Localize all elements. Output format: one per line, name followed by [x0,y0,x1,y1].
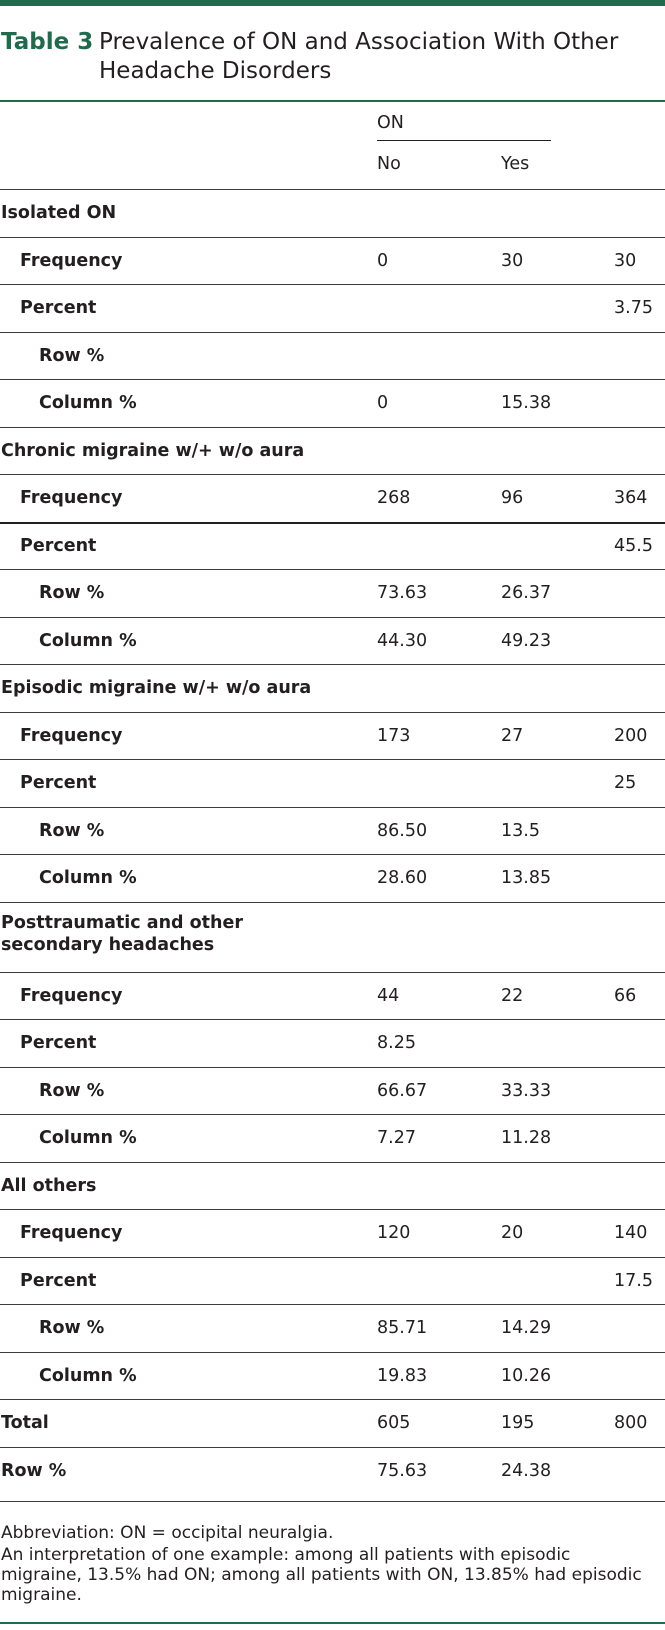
row-divider [0,1019,665,1020]
row-divider [0,569,665,570]
frequency-row-no: 120 [377,1223,411,1243]
percent-row-no: 8.25 [377,1033,416,1053]
column-pct-row-yes: 49.23 [501,631,552,651]
row-pct-row-label: Row % [39,346,105,366]
group-header [1,912,243,956]
row-pct-row-yes: 14.29 [501,1318,552,1338]
row-pct-row-yes: 33.33 [501,1081,552,1101]
percent-row-label: Percent [20,1033,97,1053]
table-title-line-1: Prevalence of ON and Association With Other [99,29,619,55]
frequency-row-no: 268 [377,488,411,508]
frequency-row-yes: 20 [501,1223,524,1243]
row-pct-row-label: Row % [39,821,105,841]
table-bottom-rule [0,1501,665,1502]
column-group-header: ON [377,113,404,133]
column-pct-row-no: 7.27 [377,1128,416,1148]
row-divider [0,1067,665,1068]
row-divider [0,332,665,333]
total-row-pct-yes: 24.38 [501,1461,552,1481]
column-pct-row-label: Column % [39,393,137,413]
column-pct-row-label: Column % [39,868,137,888]
row-divider [0,427,665,428]
frequency-row-total: 364 [614,488,648,508]
total-row-yes: 195 [501,1413,535,1433]
column-pct-row-label: Column % [39,1128,137,1148]
group-header-line-2: secondary headaches [1,935,215,955]
frequency-row-yes: 96 [501,488,524,508]
footnote-interpretation [1,1545,661,1605]
row-divider [0,1352,665,1353]
row-divider [0,712,665,713]
row-divider [0,972,665,973]
column-group-rule [377,140,551,141]
column-pct-row-no: 44.30 [377,631,428,651]
column-pct-row-no: 19.83 [377,1366,428,1386]
row-divider [0,759,665,760]
percent-row-total: 17.5 [614,1271,653,1291]
table-title [99,28,659,86]
column-header-no: No [377,154,401,174]
row-divider [0,664,665,665]
group-header: All others [1,1176,97,1196]
column-pct-row-label: Column % [39,1366,137,1386]
column-pct-row-no: 28.60 [377,868,428,888]
footnote-interpretation-line-3: migraine. [1,1585,82,1605]
column-pct-row-yes: 15.38 [501,393,552,413]
percent-row-label: Percent [20,298,97,318]
frequency-row-yes: 30 [501,251,524,271]
percent-row-total: 45.5 [614,536,653,556]
row-pct-row-no: 85.71 [377,1318,428,1338]
row-divider [0,1209,665,1210]
total-row-pct-no: 75.63 [377,1461,428,1481]
row-pct-row-label: Row % [39,1081,105,1101]
row-divider [0,1304,665,1305]
row-divider [0,854,665,855]
row-pct-row-yes: 26.37 [501,583,552,603]
row-divider [0,379,665,380]
frequency-row-total: 200 [614,726,648,746]
column-pct-row-label: Column % [39,631,137,651]
column-pct-row-yes: 11.28 [501,1128,552,1148]
total-row-label: Total [1,1413,49,1433]
frequency-row-no: 0 [377,251,389,271]
percent-row-total: 25 [614,773,637,793]
group-header: Isolated ON [1,203,117,223]
frequency-row-label: Frequency [20,726,123,746]
row-pct-row-label: Row % [39,583,105,603]
row-divider [0,474,665,475]
total-row-pct-label: Row % [1,1461,67,1481]
percent-row-total: 3.75 [614,298,653,318]
row-divider [0,522,665,524]
group-header-line-1: Posttraumatic and other [1,913,244,933]
row-divider [0,1257,665,1258]
row-divider [0,1447,665,1448]
top-accent-bar [0,0,665,6]
footnote-abbreviation: Abbreviation: ON = occipital neuralgia. [1,1523,334,1543]
frequency-row-label: Frequency [20,1223,123,1243]
row-pct-row-no: 66.67 [377,1081,428,1101]
frequency-row-total: 30 [614,251,637,271]
frequency-row-total: 140 [614,1223,648,1243]
footer-rule [0,1622,665,1624]
column-pct-row-yes: 10.26 [501,1366,552,1386]
row-divider [0,284,665,285]
row-divider [0,902,665,903]
percent-row-label: Percent [20,1271,97,1291]
frequency-row-label: Frequency [20,251,123,271]
row-divider [0,1162,665,1163]
row-divider [0,1399,665,1400]
frequency-row-no: 44 [377,986,400,1006]
frequency-row-total: 66 [614,986,637,1006]
row-pct-row-label: Row % [39,1318,105,1338]
total-row-no: 605 [377,1413,411,1433]
row-pct-row-no: 86.50 [377,821,428,841]
row-divider [0,237,665,238]
row-divider [0,1114,665,1115]
row-divider [0,617,665,618]
group-header: Episodic migraine w/+ w/o aura [1,678,312,698]
frequency-row-yes: 27 [501,726,524,746]
percent-row-label: Percent [20,773,97,793]
column-pct-row-yes: 13.85 [501,868,552,888]
column-header-yes: Yes [501,154,530,174]
row-divider [0,807,665,808]
frequency-row-label: Frequency [20,488,123,508]
table-title-line-2: Headache Disorders [99,58,332,84]
footnote-interpretation-line-1: An interpretation of one example: among all patients with episodic [1,1545,571,1565]
caption-divider [0,100,665,102]
total-row-total: 800 [614,1413,648,1433]
frequency-row-label: Frequency [20,986,123,1006]
frequency-row-yes: 22 [501,986,524,1006]
row-pct-row-no: 73.63 [377,583,428,603]
percent-row-label: Percent [20,536,97,556]
frequency-row-no: 173 [377,726,411,746]
header-divider [0,189,665,190]
footnote-interpretation-line-2: migraine, 13.5% had ON; among all patients with ON, 13.85% had episodic [1,1565,642,1585]
group-header: Chronic migraine w/+ w/o aura [1,441,305,461]
column-pct-row-no: 0 [377,393,389,413]
table-label: Table 3 [1,29,94,55]
row-pct-row-yes: 13.5 [501,821,540,841]
